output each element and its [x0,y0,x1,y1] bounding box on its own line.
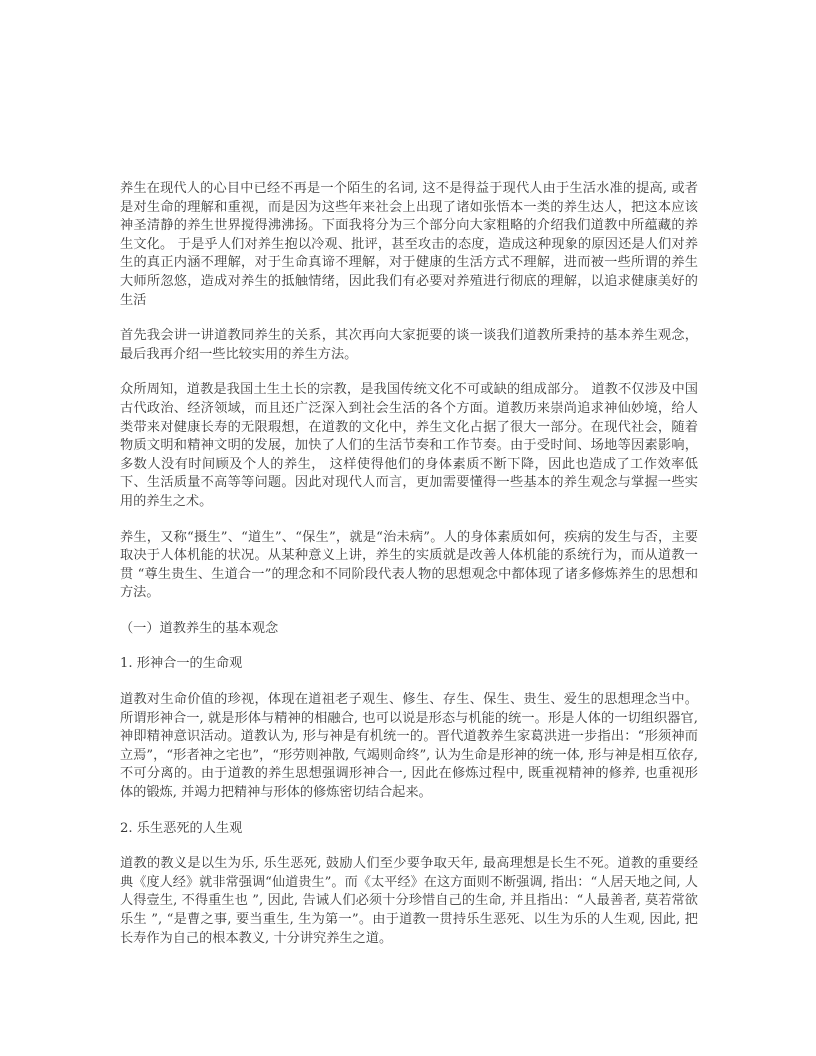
paragraph-leshengewusi: 道教的教义是以生为乐, 乐生恶死, 鼓励人们至少要争取天年, 最高理想是长生不死。道教的重要经典《度人经》就非常强调“仙道贵生”。而《太平经》在这方面则不断强调, 指出：“人居天地之间, 人人得壹生, 不得重生也 ”, 因此, 告诫人们必须十分珍惜自己的生命, 并且指出：“人最善者, 莫若常欲乐生 ”, “是曹之事, 要当重生, 生为第一”。由于道教一贯持乐生恶死、以生为乐的人生观, 因此, 把长寿作为自己的根本教义, 十分讲究养生之道。 [120,856,698,946]
document-body [120,180,698,948]
paragraph-intro: 养生在现代人的心目中已经不再是一个陌生的名词, 这不是得益于现代人由于生活水准的提高, 或者是对生命的理解和重视，而是因为这些年来社会上出现了诸如张悟本一类的养生达人，把这本应该神圣清静的养生世界搅得沸沸扬。下面我将分为三个部分向大家粗略的介绍我们道教中所蕴藏的养生文化。 于是乎人们对养生抱以冷观、批评，甚至攻击的态度，造成这种现象的原因还是人们对养生的真正内涵不理解，对于生命真谛不理解，对于健康的生活方式不理解，进而被一些所谓的养生大师所忽悠，造成对养生的抵触情绪，因此我们有必要对养殖进行彻底的理解，以追求健康美好的生活 [120,181,698,308]
section-heading-one: （一）道教养生的基本观念 [120,620,279,636]
paragraph-daoism-overview: 众所周知，道教是我国土生土长的宗教，是我国传统文化不可或缺的组成部分。 道教不仅涉及中国古代政治、经济领域，而且还广泛深入到社会生活的各个方面。道教历来崇尚追求神仙妙境，给人类带来对健康长寿的无限瑕想，在道教的文化中，养生文化占据了很大一部分。在现代社会，随着物质文明和精神文明的发展，加快了人们的生活节奏和工作节奏。由于受时间、场地等因素影响，多数人没有时间顾及个人的养生， 这样使得他们的身体素质不断下降，因此也造成了工作效率低下、生活质量不高等等问题。因此对现代人而言，更加需要懂得一些基本的养生观念与掌握一些实用的养生之术。 [120,382,698,509]
subsection-heading-1-2: 2. 乐生恶死的人生观 [120,820,243,836]
subsection-heading-1-1: 1. 形神合一的生命观 [120,656,243,672]
paragraph-yangsheng-definition: 养生，又称“摄生”、“道生”、“保生”，就是“治未病”。人的身体素质如何，疾病的发生与否，主要取决于人体机能的状况。从某种意义上讲，养生的实质就是改善人体机能的系统行为，而从道教一贯 “尊生贵生、生道合一”的理念和不同阶段代表人物的思想观念中都体现了诸多修炼养生的思想和方法。 [120,529,698,601]
paragraph-outline: 首先我会讲一讲道教同养生的关系，其次再向大家扼要的谈一谈我们道教所秉持的基本养生观念，最后我再介绍一些比较实用的养生方法。 [120,328,698,362]
paragraph-xingshen-heyi: 道教对生命价值的珍视，体现在道祖老子观生、修生、存生、保生、贵生、爱生的思想理念当中。所谓形神合一, 就是形体与精神的相融合, 也可以说是形态与机能的统一。形是人体的一切组织器官, 神即精神意识活动。道教认为, 形与神是有机统一的。晋代道教养生家葛洪进一步指出：“形须神而立焉”，“形者神之宅也”，“形劳则神散, 气竭则命终”, 认为生命是形神的统一体, 形与神是相互依存, 不可分离的。由于道教的养生思想强调形神合一, 因此在修炼过程中, 既重视精神的修养, 也重视形体的锻炼, 并竭力把精神与形体的修炼密切结合起来。 [120,692,698,801]
